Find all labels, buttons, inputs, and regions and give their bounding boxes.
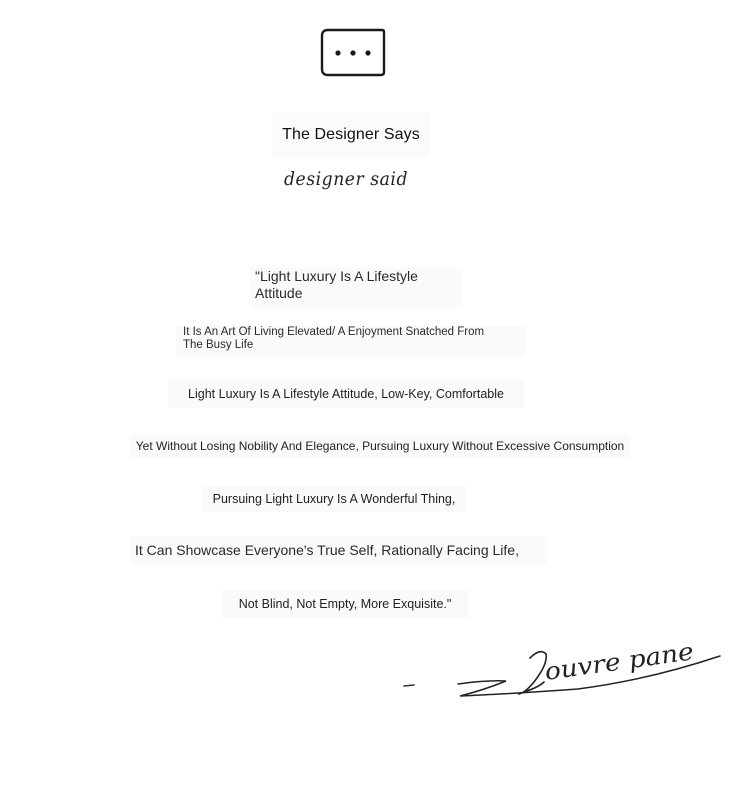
- quote-line-3: Light Luxury Is A Lifestyle Attitude, Low-Key, Comfortable: [168, 380, 524, 408]
- quote-line-2: It Is An Art Of Living Elevated/ A Enjoyment Snatched From The Busy Life: [176, 326, 525, 356]
- svg-text:designer said: designer said: [284, 168, 408, 190]
- quote-line-4: Yet Without Losing Nobility And Elegance, Pursuing Luxury Without Excessive Consumption: [130, 434, 630, 458]
- quote-line-5: Pursuing Light Luxury Is A Wonderful Thing,: [202, 486, 466, 512]
- chat-ellipsis-icon: [320, 28, 386, 78]
- quote-line-1: "Light Luxury Is A Lifestyle Attitude: [250, 268, 463, 308]
- svg-text:ouvre pane: ouvre pane: [542, 639, 682, 686]
- handwritten-signature: [398, 636, 726, 712]
- script-subtitle-logo: [276, 160, 426, 196]
- quote-line-6: It Can Showcase Everyone's True Self, Rationally Facing Life,: [130, 536, 547, 564]
- page-title: The Designer Says: [272, 112, 430, 158]
- quote-line-7: Not Blind, Not Empty, More Exquisite.": [222, 590, 468, 618]
